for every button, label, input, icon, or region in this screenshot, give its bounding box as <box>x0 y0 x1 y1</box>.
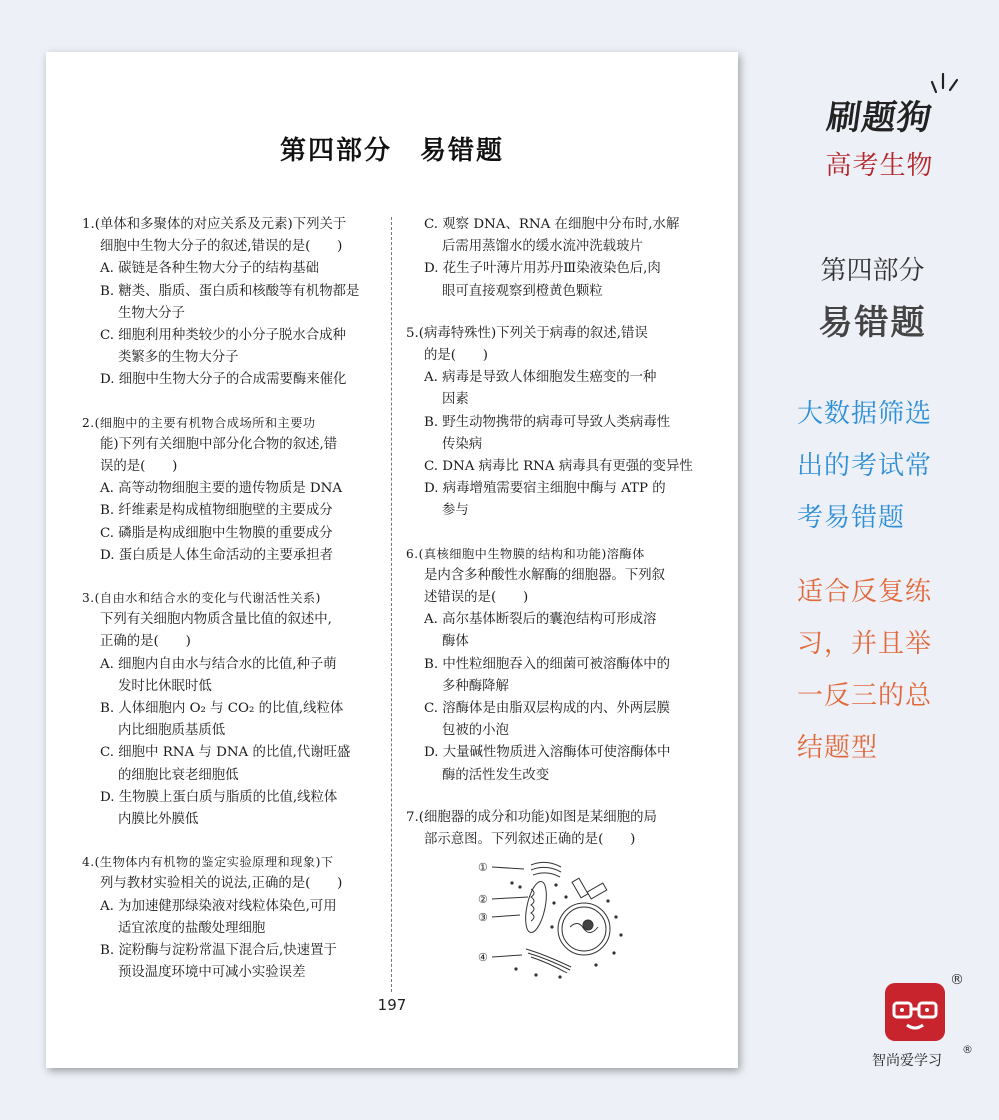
book-page <box>46 52 738 1068</box>
option-b-cont: 多种酶降解 <box>442 678 509 694</box>
option-b: B. 糖类、脂质、蛋白质和核酸等有机物都是 <box>100 283 360 299</box>
option-b: B. 中性粒细胞吞入的细菌可被溶酶体中的 <box>424 656 670 672</box>
orange-tagline <box>797 566 997 774</box>
face-glyph-icon <box>885 983 945 1041</box>
page-title: 第四部分 易错题 <box>279 136 504 166</box>
question-line: 正确的是( ) <box>100 634 191 650</box>
option-a: A. 碳链是各种生物大分子的结构基础 <box>100 261 320 277</box>
question-line: 6.(真核细胞中生物膜的结构和功能)溶酶体 <box>406 546 645 561</box>
option-b: B. 野生动物携带的病毒可导致人类病毒性 <box>424 414 670 430</box>
question-7 <box>406 807 706 982</box>
option-d: D. 生物膜上蛋白质与脂质的比值,线粒体 <box>100 789 338 805</box>
option-b-cont: 生物大分子 <box>118 305 185 321</box>
question-line: 5.(病毒特殊性)下列关于病毒的叙述,错误 <box>406 325 648 341</box>
option-a: A. 细胞内自由水与结合水的比值,种子萌 <box>100 656 337 672</box>
option-c: C. 观察 DNA、RNA 在细胞中分布时,水解 <box>424 217 680 232</box>
question-line: 误的是( ) <box>100 459 178 475</box>
figure-label-1: ① <box>478 861 488 875</box>
option-d: D. 细胞中生物大分子的合成需要酶来催化 <box>100 372 347 388</box>
option-a: A. 高等动物细胞主要的遗传物质是 DNA <box>100 481 343 497</box>
question-line: 2.(细胞中的主要有机物合成场所和主要功 <box>82 415 316 430</box>
option-d-cont: 眼可直接观察到橙黄色颗粒 <box>442 283 603 299</box>
question-line: 3.(自由水和结合水的变化与代谢活性关系) <box>82 591 321 606</box>
option-c: C. DNA 病毒比 RNA 病毒具有更强的变异性 <box>424 459 693 475</box>
tagline-line: 出的考试常 <box>797 451 933 481</box>
option-a: A. 病毒是导致人体细胞发生癌变的一种 <box>424 370 657 386</box>
option-c-cont: 的细胞比衰老细胞低 <box>118 767 239 783</box>
subject-label: 高考生物 <box>825 151 934 181</box>
option-a: A. 高尔基体断裂后的囊泡结构可形成溶 <box>424 612 657 628</box>
publisher-logo-icon <box>885 983 945 1041</box>
question-line: 的是( ) <box>424 348 489 364</box>
question-4-continued <box>406 214 706 303</box>
question-line: 7.(细胞器的成分和功能)如图是某细胞的局 <box>406 809 657 825</box>
tagline-line: 考易错题 <box>797 503 906 533</box>
publisher-name: 智尚爱学习 <box>872 1053 942 1069</box>
question-line: 是内含多种酸性水解酶的细胞器。下列叙 <box>424 567 666 583</box>
option-c: C. 溶酶体是由脂双层构成的内、外两层膜 <box>424 701 670 717</box>
option-a-cont: 酶体 <box>442 634 469 650</box>
page-number: 197 <box>377 996 407 1014</box>
option-c: C. 细胞中 RNA 与 DNA 的比值,代谢旺盛 <box>100 745 351 761</box>
left-column <box>82 214 382 1005</box>
promo-sidebar <box>760 0 999 1120</box>
option-c-cont: 后需用蒸馏水的缓水流冲洗载玻片 <box>442 239 643 255</box>
option-a-cont: 因素 <box>442 392 469 408</box>
tagline-line: 一反三的总 <box>797 681 933 711</box>
right-column <box>406 214 706 1002</box>
option-d-cont: 酶的活性发生改变 <box>442 767 550 783</box>
question-line: 部示意图。下列叙述正确的是( ) <box>424 832 636 848</box>
cell-diagram-svg <box>476 857 656 982</box>
blue-tagline <box>797 388 997 544</box>
column-divider <box>391 217 392 992</box>
tagline-line: 适合反复练 <box>797 577 933 607</box>
question-6 <box>406 543 706 787</box>
question-1 <box>82 214 382 392</box>
option-a: A. 为加速健那绿染液对线粒体染色,可用 <box>100 898 337 914</box>
option-c: C. 磷脂是构成细胞中生物膜的重要成分 <box>100 525 333 541</box>
option-d: D. 蛋白质是人体生命活动的主要承担者 <box>100 547 334 563</box>
option-d: D. 花生子叶薄片用苏丹Ⅲ染液染色后,肉 <box>424 261 661 277</box>
option-d: D. 大量碱性物质进入溶酶体可使溶酶体中 <box>424 745 671 761</box>
figure-label-2: ② <box>478 893 488 907</box>
cell-diagram <box>476 857 656 982</box>
figure-label-3: ③ <box>478 911 488 925</box>
option-c-cont: 类繁多的生物大分子 <box>118 350 239 366</box>
option-c-cont: 包被的小泡 <box>442 723 509 739</box>
question-5 <box>406 323 706 523</box>
tagline-line: 习，并且举 <box>797 629 933 659</box>
brand-logo-text: 刷题狗 <box>824 98 935 138</box>
question-line: 4.(生物体内有机物的鉴定实验原理和现象)下 <box>82 855 334 870</box>
sparkle-icon <box>930 70 960 96</box>
question-4 <box>82 851 382 984</box>
question-line: 能)下列有关细胞中部分化合物的叙述,错 <box>100 436 338 452</box>
figure-label-4: ④ <box>478 951 488 965</box>
option-b: B. 淀粉酶与淀粉常温下混合后,快速置于 <box>100 943 337 959</box>
question-2 <box>82 412 382 567</box>
registered-mark: ® <box>950 972 964 988</box>
option-b: B. 人体细胞内 O₂ 与 CO₂ 的比值,线粒体 <box>100 701 344 717</box>
question-line: 下列有关细胞内物质含量比值的叙述中, <box>100 612 332 628</box>
question-3 <box>82 587 382 831</box>
option-b-cont: 预设温度环境中可减小实验误差 <box>118 965 306 981</box>
option-d-cont: 参与 <box>442 503 469 519</box>
option-b-cont: 内比细胞质基质低 <box>118 723 226 739</box>
question-line: 细胞中生物大分子的叙述,错误的是( ) <box>100 239 343 255</box>
option-b: B. 纤维素是构成植物细胞壁的主要成分 <box>100 503 333 519</box>
option-a-cont: 适宜浓度的盐酸处理细胞 <box>118 920 266 936</box>
section-title: 易错题 <box>818 303 927 343</box>
option-d-cont: 内膜比外膜低 <box>118 812 199 828</box>
option-a-cont: 发时比休眠时低 <box>118 678 212 694</box>
tagline-line: 大数据筛选 <box>797 399 933 429</box>
option-b-cont: 传染病 <box>442 436 483 452</box>
section-part: 第四部分 <box>820 256 925 286</box>
question-line: 列与教材实验相关的说法,正确的是( ) <box>100 876 343 892</box>
question-line: 述错误的是( ) <box>424 590 529 606</box>
question-line: 1.(单体和多聚体的对应关系及元素)下列关于 <box>82 217 347 232</box>
option-d: D. 病毒增殖需要宿主细胞中酶与 ATP 的 <box>424 481 666 497</box>
option-c: C. 细胞利用种类较少的小分子脱水合成种 <box>100 328 346 344</box>
tagline-line: 结题型 <box>797 733 879 763</box>
registered-mark: ® <box>962 1043 973 1056</box>
